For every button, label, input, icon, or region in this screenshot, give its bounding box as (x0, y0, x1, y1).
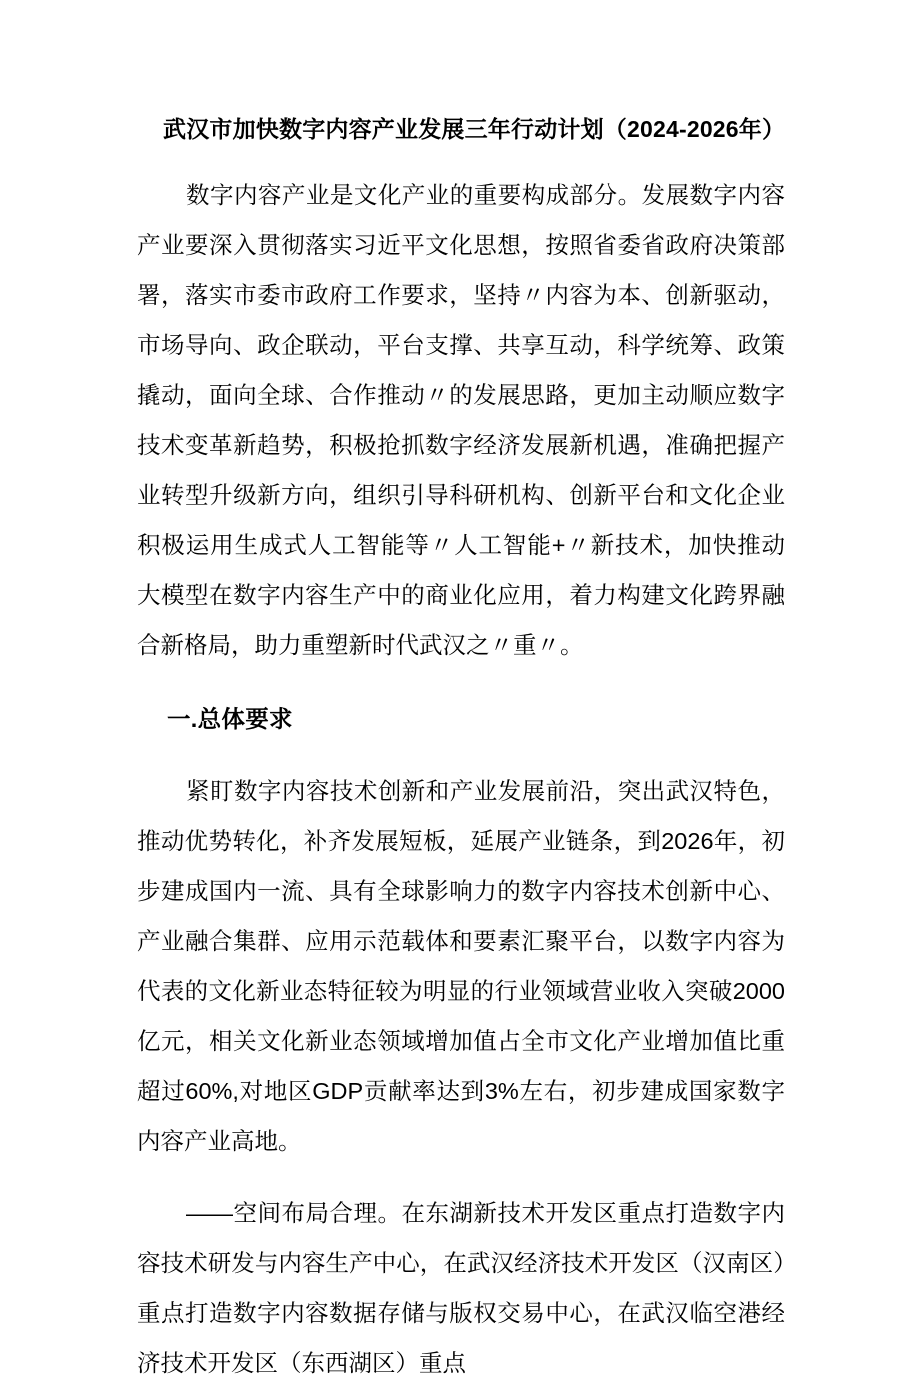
document-content (137, 0, 785, 1388)
title-block (137, 0, 785, 146)
paragraph-spatial-layout: ——空间布局合理。在东湖新技术开发区重点打造数字内容技术研发与内容生产中心，在武汉经济技术开发区（汉南区）重点打造数字内容数据存储与版权交易中心，在武汉临空港经济技术开发区（东西湖区）重点 (137, 1200, 785, 1376)
page-title: 武汉市加快数字内容产业发展三年行动计划（2024-2026年） (163, 116, 786, 142)
paragraph-overall-goal: 紧盯数字内容技术创新和产业发展前沿，突出武汉特色，推动优势转化，补齐发展短板，延展产业链条，到2026年，初步建成国内一流、具有全球影响力的数字内容技术创新中心、产业融合集群、应用示范载体和要素汇聚平台，以数字内容为代表的文化新业态特征较为明显的行业领域营业收入突破2000亿元，相关文化新业态领域增加值占全市文化产业增加值比重超过60%,对地区GDP贡献率达到3%左右，初步建成国家数字内容产业高地。 (137, 778, 785, 1154)
paragraph-intro: 数字内容产业是文化产业的重要构成部分。发展数字内容产业要深入贯彻落实习近平文化思想，按照省委省政府决策部署，落实市委市政府工作要求，坚持〃内容为本、创新驱动，市场导向、政企联动，平台支撑、共享互动，科学统筹、政策撬动，面向全球、合作推动〃的发展思路，更加主动顺应数字技术变革新趋势，积极抢抓数字经济发展新机遇，准确把握产业转型升级新方向，组织引导科研机构、创新平台和文化企业积极运用生成式人工智能等〃人工智能+〃新技术，加快推动大模型在数字内容生产中的商业化应用，着力构建文化跨界融合新格局，助力重塑新时代武汉之〃重〃。 (137, 182, 785, 658)
section-heading-overall-requirements: 一.总体要求 (167, 706, 293, 732)
